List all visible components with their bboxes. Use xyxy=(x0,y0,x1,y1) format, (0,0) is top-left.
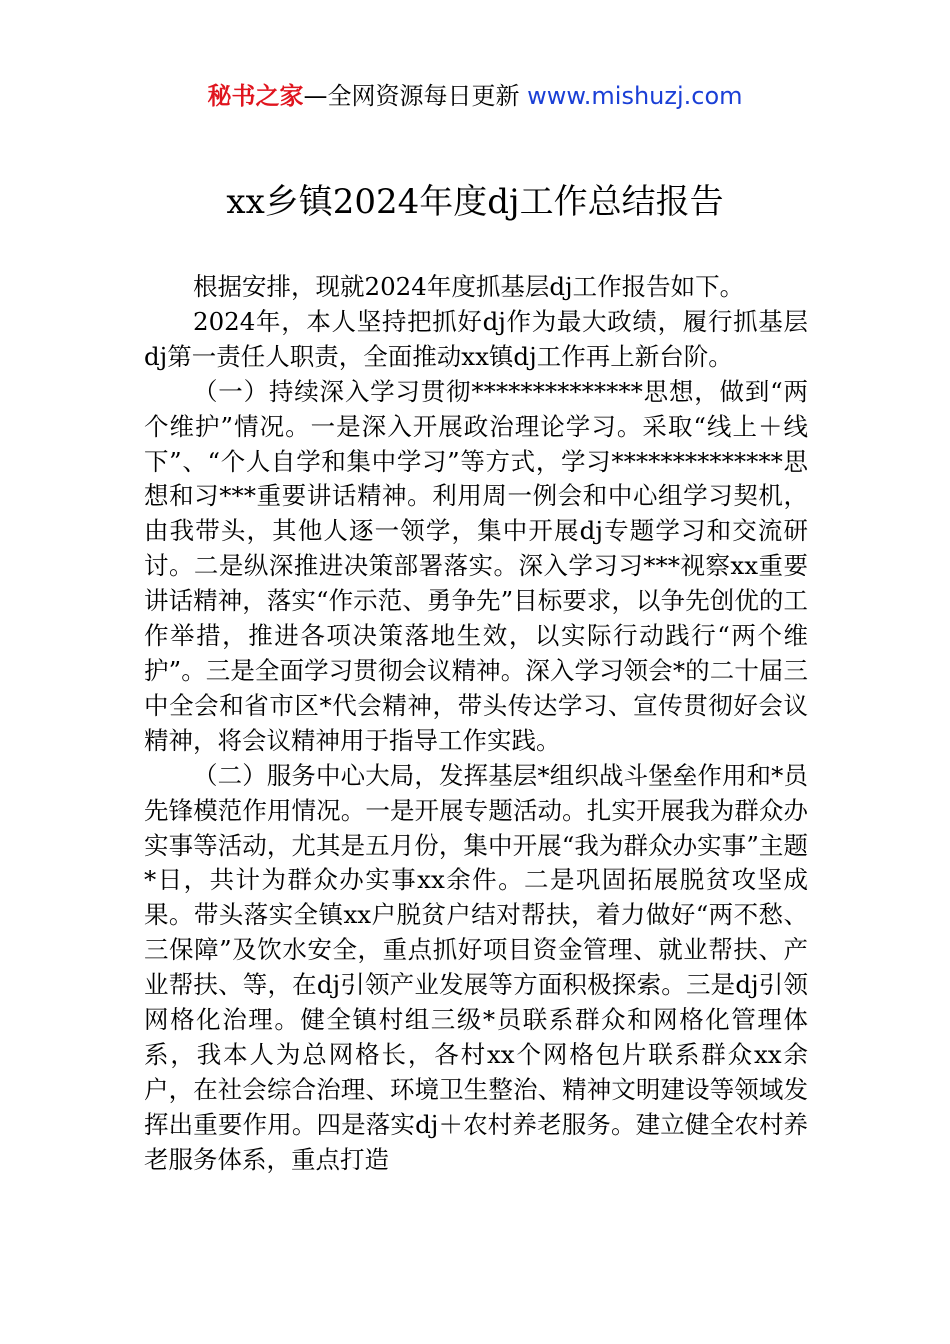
site-slogan: —全网资源每日更新 xyxy=(303,82,528,110)
paragraph-section-one: （一）持续深入学习贯彻**************思想，做到“两个维护”情况。一是深入开展政治理论学习。采取“线上＋线下”、“个人自学和集中学习”等方式，学习**************思想和习***重要讲话精神。利用周一例会和中心组学习契机，由我带头，其他人逐一领学，集中开展dj专题学习和交流研讨。二是纵深推进决策部署落实。深入学习习***视察xx重要讲话精神，落实“作示范、勇争先”目标要求，以争先创优的工作举措，推进各项决策落地生效，以实际行动践行“两个维护”。三是全面学习贯彻会议精神。深入学习领会*的二十届三中全会和省市区*代会精神，带头传达学习、宣传贯彻好会议精神，将会议精神用于指导工作实践。 xyxy=(144,376,808,755)
paragraph-summary: 2024年，本人坚持把抓好dj作为最大政绩，履行抓基层dj第一责任人职责，全面推动xx镇dj工作再上新台阶。 xyxy=(144,306,808,371)
site-url-link[interactable]: www.mishuzj.com xyxy=(527,82,743,110)
site-brand: 秘书之家 xyxy=(207,82,304,110)
paragraph-intro: 根据安排，现就2024年度抓基层dj工作报告如下。 xyxy=(193,272,745,301)
site-header xyxy=(0,80,950,112)
paragraph-section-two: （二）服务中心大局，发挥基层*组织战斗堡垒作用和*员先锋模范作用情况。一是开展专题活动。扎实开展我为群众办实事等活动，尤其是五月份，集中开展“我为群众办实事”主题*日，共计为群众办实事xx余件。二是巩固拓展脱贫攻坚成果。带头落实全镇xx户脱贫户结对帮扶，着力做好“两不愁、三保障”及饮水安全，重点抓好项目资金管理、就业帮扶、产业帮扶、等，在dj引领产业发展等方面积极探索。三是dj引领网格化治理。健全镇村组三级*员联系群众和网格化管理体系，我本人为总网格长，各村xx个网格包片联系群众xx余户，在社会综合治理、环境卫生整治、精神文明建设等领域发挥出重要作用。四是落实dj＋农村养老服务。建立健全农村养老服务体系，重点打造 xyxy=(144,760,808,1174)
document-title: xx乡镇2024年度dj工作总结报告 xyxy=(226,182,724,222)
document-body xyxy=(144,270,808,1178)
